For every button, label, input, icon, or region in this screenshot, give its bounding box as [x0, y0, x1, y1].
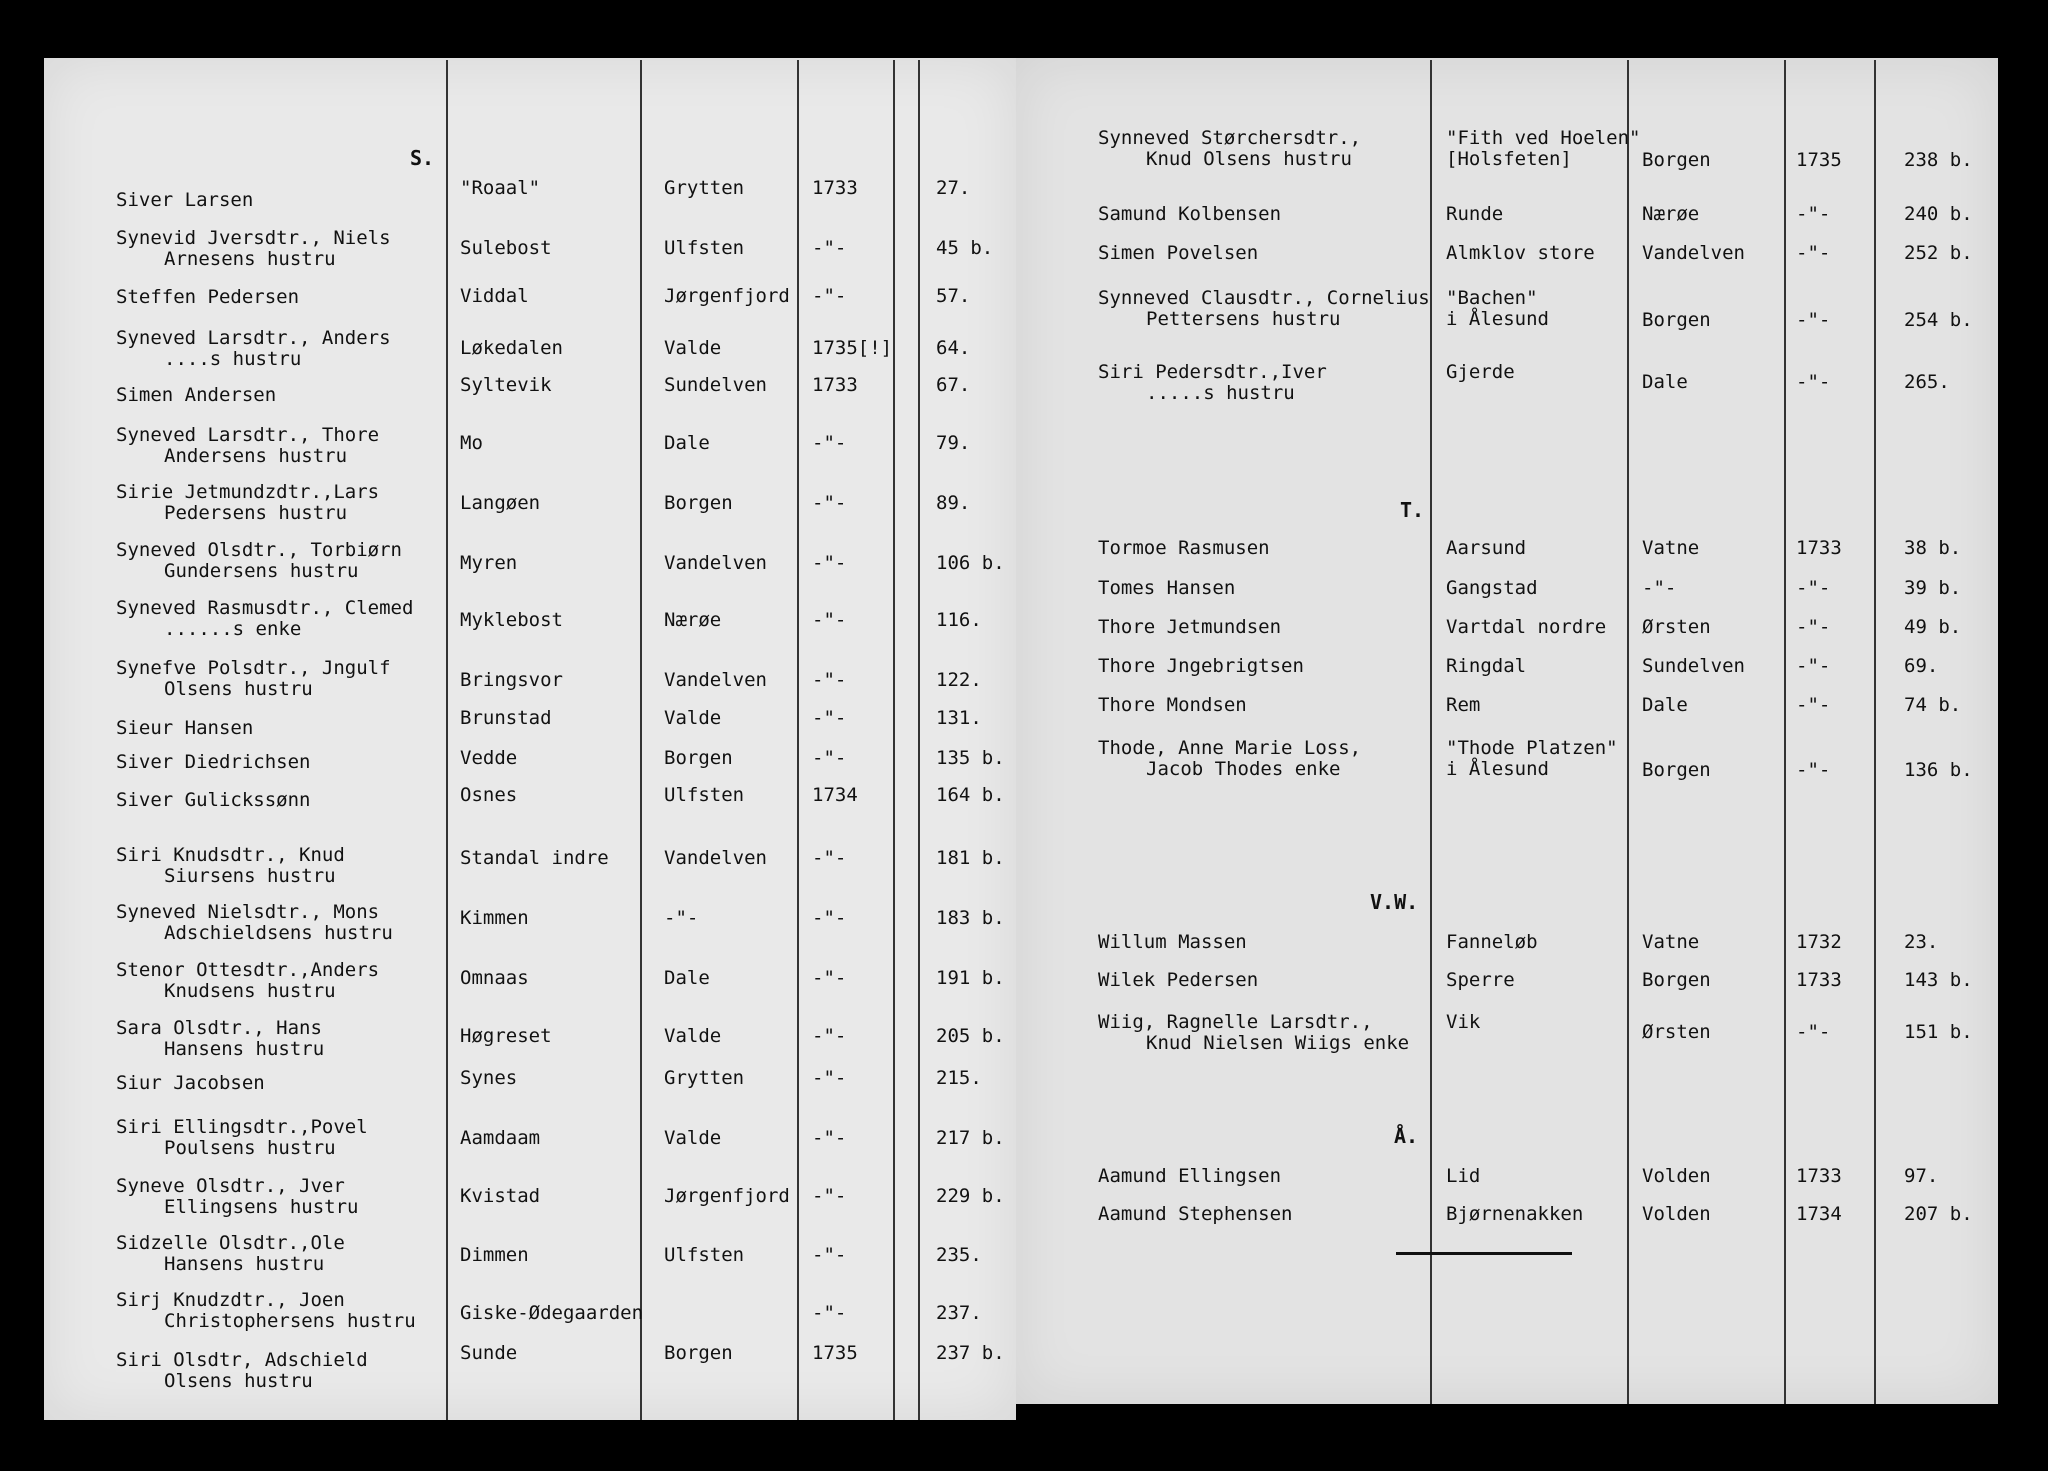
entry-year: -"- [812, 1302, 847, 1324]
entry-name-line: ....s hustru [164, 348, 302, 370]
entry-name-line: Synefve Polsdtr., Jngulf [116, 657, 391, 679]
entry-name-line: Arnesens hustru [164, 248, 336, 270]
entry-ref: 67. [936, 374, 971, 396]
entry-year: 1735 [1796, 149, 1842, 171]
entry-parish: Jørgenfjord [664, 1185, 790, 1207]
entry-name [1098, 538, 1270, 559]
entry-name-line: Thore Mondsen [1098, 694, 1247, 716]
entry-parish: Borgen [1642, 969, 1711, 991]
entry-name-line: Aamund Ellingsen [1098, 1165, 1282, 1187]
entry-farm: Mo [460, 432, 483, 454]
entry-name-line: Steffen Pedersen [116, 286, 300, 308]
entry-ref: 97. [1904, 1165, 1939, 1187]
entry-year: -"- [812, 237, 847, 259]
entry-year: -"- [1796, 694, 1831, 716]
entry-ref: 69. [1904, 655, 1939, 677]
entry-farm: Omnaas [460, 967, 529, 989]
entry-parish: Vatne [1642, 537, 1700, 559]
entry-farm: Osnes [460, 784, 518, 806]
entry-farm [1446, 1166, 1480, 1187]
entry-name-line: Siri Pedersdtr.,Iver [1098, 361, 1327, 383]
entry-parish: Ørsten [1642, 1021, 1711, 1043]
entry-farm: Standal indre [460, 847, 609, 869]
section-letter-vw: V.W. [1370, 890, 1419, 914]
entry-name [116, 960, 379, 1002]
entry-farm: "Roaal" [460, 177, 541, 199]
entry-year: -"- [812, 492, 847, 514]
entry-farm [1446, 617, 1606, 638]
entry-parish: Valde [664, 337, 722, 359]
entry-name [1098, 617, 1281, 638]
entry-name-line: Hansens hustru [164, 1038, 325, 1060]
entry-farm-line: "Thode Platzen" [1446, 737, 1618, 759]
entry-year: -"- [812, 609, 847, 631]
entry-year: 1733 [1796, 969, 1842, 991]
entry-parish: Nærøe [1642, 203, 1700, 225]
column-rule [918, 60, 920, 1420]
entry-ref: 89. [936, 492, 971, 514]
entry-year: -"- [812, 1067, 847, 1089]
entry-farm [1446, 128, 1640, 170]
entry-name-line: Thore Jetmundsen [1098, 616, 1282, 638]
entry-name-line: Knudsens hustru [164, 980, 336, 1002]
entry-parish: Borgen [1642, 309, 1711, 331]
entry-year: -"- [1796, 242, 1831, 264]
entry-name [116, 1233, 345, 1275]
entry-farm-line: Sperre [1446, 969, 1515, 991]
entry-parish: Vatne [1642, 931, 1700, 953]
column-rule [797, 60, 799, 1420]
entry-name [1098, 128, 1361, 170]
entry-name-line: Tormoe Rasmusen [1098, 537, 1270, 559]
entry-name-line: Christophersens hustru [164, 1310, 416, 1332]
entry-name-line: Olsens hustru [164, 1370, 313, 1392]
entry-name-line: Stenor Ottesdtr.,Anders [116, 959, 380, 981]
entry-name-line: Knud Nielsen Wiigs enke [1146, 1032, 1410, 1054]
entry-name-line: Siri Olsdtr, Adschield [116, 1349, 368, 1371]
entry-ref: 235. [936, 1244, 982, 1266]
entry-farm: Høgreset [460, 1025, 552, 1047]
entry-name [116, 1350, 368, 1392]
entry-name-line: Willum Massen [1098, 931, 1247, 953]
column-rule [1784, 60, 1786, 1404]
entry-parish: Borgen [664, 747, 733, 769]
entry-farm: Giske-Ødegaarden [460, 1302, 644, 1324]
entry-name [1098, 738, 1361, 780]
entry-ref: 151 b. [1904, 1021, 1973, 1043]
entry-year: 1732 [1796, 931, 1842, 953]
entry-farm [1446, 538, 1526, 559]
entry-ref: 237 b. [936, 1342, 1005, 1364]
entry-farm: Sunde [460, 1342, 518, 1364]
entry-name [116, 425, 379, 467]
entry-farm: Kvistad [460, 1185, 541, 1207]
entry-name-line: Sirie Jetmundzdtr.,Lars [116, 481, 380, 503]
entry-name-line: Tomes Hansen [1098, 577, 1236, 599]
entry-name [116, 190, 253, 211]
entry-name-line: Poulsens hustru [164, 1137, 336, 1159]
entry-name-line: Synevid Jversdtr., Niels [116, 227, 391, 249]
entry-name [116, 598, 413, 640]
entry-name [1098, 578, 1235, 599]
entry-parish: Sundelven [1642, 655, 1745, 677]
entry-parish: Dale [664, 432, 710, 454]
entry-name-line: Sara Olsdtr., Hans [116, 1017, 322, 1039]
entry-parish: Vandelven [664, 847, 767, 869]
entry-parish: Vandelven [664, 669, 767, 691]
entry-parish: Volden [1642, 1203, 1711, 1225]
entry-parish: Volden [1642, 1165, 1711, 1187]
entry-name-line: Syneved Olsdtr., Torbiørn [116, 539, 402, 561]
entry-farm-line: i Ålesund [1446, 758, 1549, 780]
entry-year: -"- [1796, 616, 1831, 638]
entry-name-line: Sieur Hansen [116, 717, 254, 739]
entry-farm: Bringsvor [460, 669, 563, 691]
entry-ref: 254 b. [1904, 309, 1973, 331]
entry-name [1098, 656, 1304, 677]
entry-name-line: Adschieldsens hustru [164, 922, 393, 944]
entry-farm: Viddal [460, 285, 529, 307]
entry-name [116, 752, 310, 773]
entry-farm [1446, 656, 1526, 677]
entry-farm [1446, 204, 1503, 225]
entry-name-line: Siver Gulickssønn [116, 789, 311, 811]
entry-year: 1733 [1796, 1165, 1842, 1187]
entry-year: -"- [1796, 309, 1831, 331]
entry-name-line: Simen Andersen [116, 384, 277, 406]
entry-farm-line: Almklov store [1446, 242, 1595, 264]
entry-year: 1735[!] [812, 337, 893, 359]
entry-name-line: Synneved Størchersdtr., [1098, 127, 1362, 149]
entry-parish: Grytten [664, 1067, 745, 1089]
entry-year: -"- [1796, 655, 1831, 677]
entry-year: -"- [812, 907, 847, 929]
entry-name [116, 540, 402, 582]
column-rule [1874, 60, 1876, 1404]
entry-year: -"- [812, 432, 847, 454]
entry-name [116, 328, 391, 370]
column-rule [1430, 60, 1432, 1404]
entry-farm: Myren [460, 552, 518, 574]
entry-name-line: Synneved Clausdtr., Cornelius [1098, 287, 1430, 309]
entry-name-line: Syneved Larsdtr., Anders [116, 327, 391, 349]
entry-parish: Borgen [664, 1342, 733, 1364]
entry-year: 1734 [1796, 1203, 1842, 1225]
column-rule [446, 60, 448, 1420]
section-letter-t: T. [1400, 498, 1425, 522]
entry-farm [1446, 932, 1538, 953]
entry-name [116, 1117, 368, 1159]
entry-parish: Vandelven [1642, 242, 1745, 264]
entry-name [116, 482, 379, 524]
entry-year: -"- [812, 1127, 847, 1149]
entry-farm: Myklebost [460, 609, 563, 631]
entry-name-line: Syneved Larsdtr., Thore [116, 424, 380, 446]
entry-farm-line: Runde [1446, 203, 1504, 225]
entry-ref: 131. [936, 707, 982, 729]
entry-ref: 164 b. [936, 784, 1005, 806]
entry-name-line: Aamund Stephensen [1098, 1203, 1293, 1225]
entry-name-line: Thode, Anne Marie Loss, [1098, 737, 1362, 759]
entry-ref: 205 b. [936, 1025, 1005, 1047]
entry-parish: Dale [1642, 371, 1688, 393]
entry-farm-line: i Ålesund [1446, 308, 1549, 330]
entry-farm: Aamdaam [460, 1127, 541, 1149]
entry-name [116, 1176, 358, 1218]
entry-year: -"- [812, 552, 847, 574]
entry-farm: Brunstad [460, 707, 552, 729]
section-letter-aa: Å. [1394, 1124, 1419, 1148]
entry-year: -"- [812, 1244, 847, 1266]
entry-name-line: Olsens hustru [164, 678, 313, 700]
entry-name [116, 718, 253, 739]
entry-parish: Vandelven [664, 552, 767, 574]
entry-year: 1735 [812, 1342, 858, 1364]
entry-name-line: Pedersens hustru [164, 502, 348, 524]
entry-ref: 136 b. [1904, 759, 1973, 781]
entry-year: -"- [812, 1185, 847, 1207]
entry-name-line: Siursens hustru [164, 865, 336, 887]
entry-ref: 64. [936, 337, 971, 359]
entry-farm: Sulebost [460, 237, 552, 259]
entry-name [116, 287, 299, 308]
entry-name [1098, 362, 1327, 404]
entry-farm [1446, 970, 1515, 991]
entry-ref: 191 b. [936, 967, 1005, 989]
entry-farm-line: Vartdal nordre [1446, 616, 1607, 638]
entry-ref: 252 b. [1904, 242, 1973, 264]
entry-year: -"- [812, 967, 847, 989]
entry-name [1098, 243, 1258, 264]
entry-name-line: Wiig, Ragnelle Larsdtr., [1098, 1011, 1373, 1033]
entry-farm-line: Rem [1446, 694, 1481, 716]
entry-farm-line: Ringdal [1446, 655, 1527, 677]
entry-ref: 79. [936, 432, 971, 454]
entry-name-line: Simen Povelsen [1098, 242, 1259, 264]
entry-parish: Valde [664, 707, 722, 729]
entry-name [1098, 204, 1281, 225]
entry-name [1098, 1204, 1292, 1225]
entry-parish: Valde [664, 1127, 722, 1149]
entry-farm-line: "Fith ved Hoelen" [1446, 127, 1641, 149]
entry-name [116, 1018, 324, 1060]
entry-year: -"- [1796, 371, 1831, 393]
entry-year: -"- [812, 747, 847, 769]
entry-ref: 45 b. [936, 237, 994, 259]
entry-farm-line: Lid [1446, 1165, 1481, 1187]
entry-farm-line: Gangstad [1446, 577, 1538, 599]
entry-farm [1446, 362, 1515, 383]
entry-farm-line: Aarsund [1446, 537, 1527, 559]
entry-year: -"- [812, 707, 847, 729]
entry-name-line: Sirj Knudzdtr., Joen [116, 1289, 345, 1311]
entry-name-line: Syneved Rasmusdtr., Clemed [116, 597, 414, 619]
entry-parish: Ørsten [1642, 616, 1711, 638]
entry-farm: Løkedalen [460, 337, 563, 359]
entry-name-line: Gundersens hustru [164, 560, 359, 582]
entry-year: 1733 [1796, 537, 1842, 559]
entry-parish: Valde [664, 1025, 722, 1047]
entry-name-line: Ellingsens hustru [164, 1196, 359, 1218]
entry-farm: Synes [460, 1067, 518, 1089]
entry-year: 1733 [812, 177, 858, 199]
entry-name-line: Siver Diedrichsen [116, 751, 311, 773]
entry-ref: 238 b. [1904, 149, 1973, 171]
entry-name [1098, 1012, 1409, 1054]
entry-ref: 49 b. [1904, 616, 1962, 638]
entry-farm [1446, 1012, 1480, 1033]
entry-name [1098, 1166, 1281, 1187]
entry-ref: 116. [936, 609, 982, 631]
entry-name [116, 1290, 416, 1332]
entry-ref: 74 b. [1904, 694, 1962, 716]
entry-parish: Borgen [664, 492, 733, 514]
entry-name-line: Samund Kolbensen [1098, 203, 1282, 225]
entry-name-line: Wilek Pedersen [1098, 969, 1259, 991]
entry-farm-line: Vik [1446, 1011, 1481, 1033]
entry-name [116, 845, 345, 887]
entry-farm [1446, 1204, 1583, 1225]
entry-farm-line: "Bachen" [1446, 287, 1538, 309]
entry-name-line: Siur Jacobsen [116, 1072, 265, 1094]
entry-name [1098, 695, 1247, 716]
entry-farm-line: Bjørnenakken [1446, 1203, 1584, 1225]
entry-farm-line: Gjerde [1446, 361, 1515, 383]
column-rule [1627, 60, 1629, 1404]
entry-name [116, 1073, 265, 1094]
entry-farm [1446, 243, 1595, 264]
entry-name [116, 790, 310, 811]
entry-parish: Ulfsten [664, 1244, 745, 1266]
entry-farm: Dimmen [460, 1244, 529, 1266]
entry-name-line: .....s hustru [1146, 382, 1295, 404]
entry-ref: 229 b. [936, 1185, 1005, 1207]
entry-farm-line: [Holsfeten] [1446, 148, 1572, 170]
entry-year: -"- [1796, 1021, 1831, 1043]
entry-year: -"- [1796, 577, 1831, 599]
entry-name [116, 228, 391, 270]
entry-name-line: Hansens hustru [164, 1253, 325, 1275]
section-letter-s: S. [410, 146, 435, 170]
entry-farm [1446, 695, 1480, 716]
entry-name-line: Siver Larsen [116, 189, 254, 211]
entry-name-line: Thore Jngebrigtsen [1098, 655, 1304, 677]
entry-name-line: Siri Ellingsdtr.,Povel [116, 1116, 368, 1138]
entry-ref: 106 b. [936, 552, 1005, 574]
entry-name-line: Siri Knudsdtr., Knud [116, 844, 345, 866]
entry-farm: Kimmen [460, 907, 529, 929]
entry-farm [1446, 738, 1618, 780]
entry-year: -"- [1796, 203, 1831, 225]
entry-year: -"- [812, 669, 847, 691]
entry-parish: -"- [664, 907, 699, 929]
entry-year: -"- [812, 1025, 847, 1047]
entry-year: -"- [1796, 759, 1831, 781]
entry-ref: 122. [936, 669, 982, 691]
entry-year: -"- [812, 847, 847, 869]
entry-ref: 23. [1904, 931, 1939, 953]
entry-ref: 215. [936, 1067, 982, 1089]
entry-farm: Vedde [460, 747, 518, 769]
entry-ref: 265. [1904, 371, 1950, 393]
entry-ref: 183 b. [936, 907, 1005, 929]
entry-ref: 135 b. [936, 747, 1005, 769]
entry-parish: Ulfsten [664, 237, 745, 259]
entry-parish: -"- [1642, 577, 1677, 599]
entry-farm [1446, 578, 1538, 599]
entry-ref: 143 b. [1904, 969, 1973, 991]
entry-ref: 27. [936, 177, 971, 199]
entry-name-line: Syneved Nielsdtr., Mons [116, 901, 380, 923]
entry-parish: Ulfsten [664, 784, 745, 806]
entry-parish: Dale [1642, 694, 1688, 716]
entry-name-line: ......s enke [164, 618, 302, 640]
entry-name [116, 385, 276, 406]
entry-farm: Langøen [460, 492, 541, 514]
entry-parish: Sundelven [664, 374, 767, 396]
end-rule [1396, 1252, 1572, 1255]
entry-ref: 217 b. [936, 1127, 1005, 1149]
entry-ref: 57. [936, 285, 971, 307]
entry-ref: 39 b. [1904, 577, 1962, 599]
entry-name-line: Andersens hustru [164, 445, 348, 467]
entry-name-line: Syneve Olsdtr., Jver [116, 1175, 345, 1197]
entry-ref: 181 b. [936, 847, 1005, 869]
entry-name [1098, 288, 1430, 330]
entry-farm [1446, 288, 1549, 330]
entry-ref: 237. [936, 1302, 982, 1324]
entry-ref: 207 b. [1904, 1203, 1973, 1225]
entry-parish: Grytten [664, 177, 745, 199]
entry-ref: 38 b. [1904, 537, 1962, 559]
entry-name-line: Knud Olsens hustru [1146, 148, 1352, 170]
entry-name [116, 902, 393, 944]
column-rule [893, 60, 895, 1420]
entry-parish: Borgen [1642, 149, 1711, 171]
entry-farm-line: Fanneløb [1446, 931, 1538, 953]
entry-parish: Jørgenfjord [664, 285, 790, 307]
entry-year: 1733 [812, 374, 858, 396]
entry-name [1098, 970, 1258, 991]
entry-year: 1734 [812, 784, 858, 806]
entry-parish: Dale [664, 967, 710, 989]
entry-parish: Nærøe [664, 609, 722, 631]
entry-parish: Borgen [1642, 759, 1711, 781]
entry-year: -"- [812, 285, 847, 307]
entry-ref: 240 b. [1904, 203, 1973, 225]
entry-name-line: Pettersens hustru [1146, 308, 1341, 330]
entry-name-line: Sidzelle Olsdtr.,Ole [116, 1232, 345, 1254]
entry-name [116, 658, 391, 700]
entry-name-line: Jacob Thodes enke [1146, 758, 1341, 780]
entry-name [1098, 932, 1247, 953]
column-rule [640, 60, 642, 1420]
entry-farm: Syltevik [460, 374, 552, 396]
